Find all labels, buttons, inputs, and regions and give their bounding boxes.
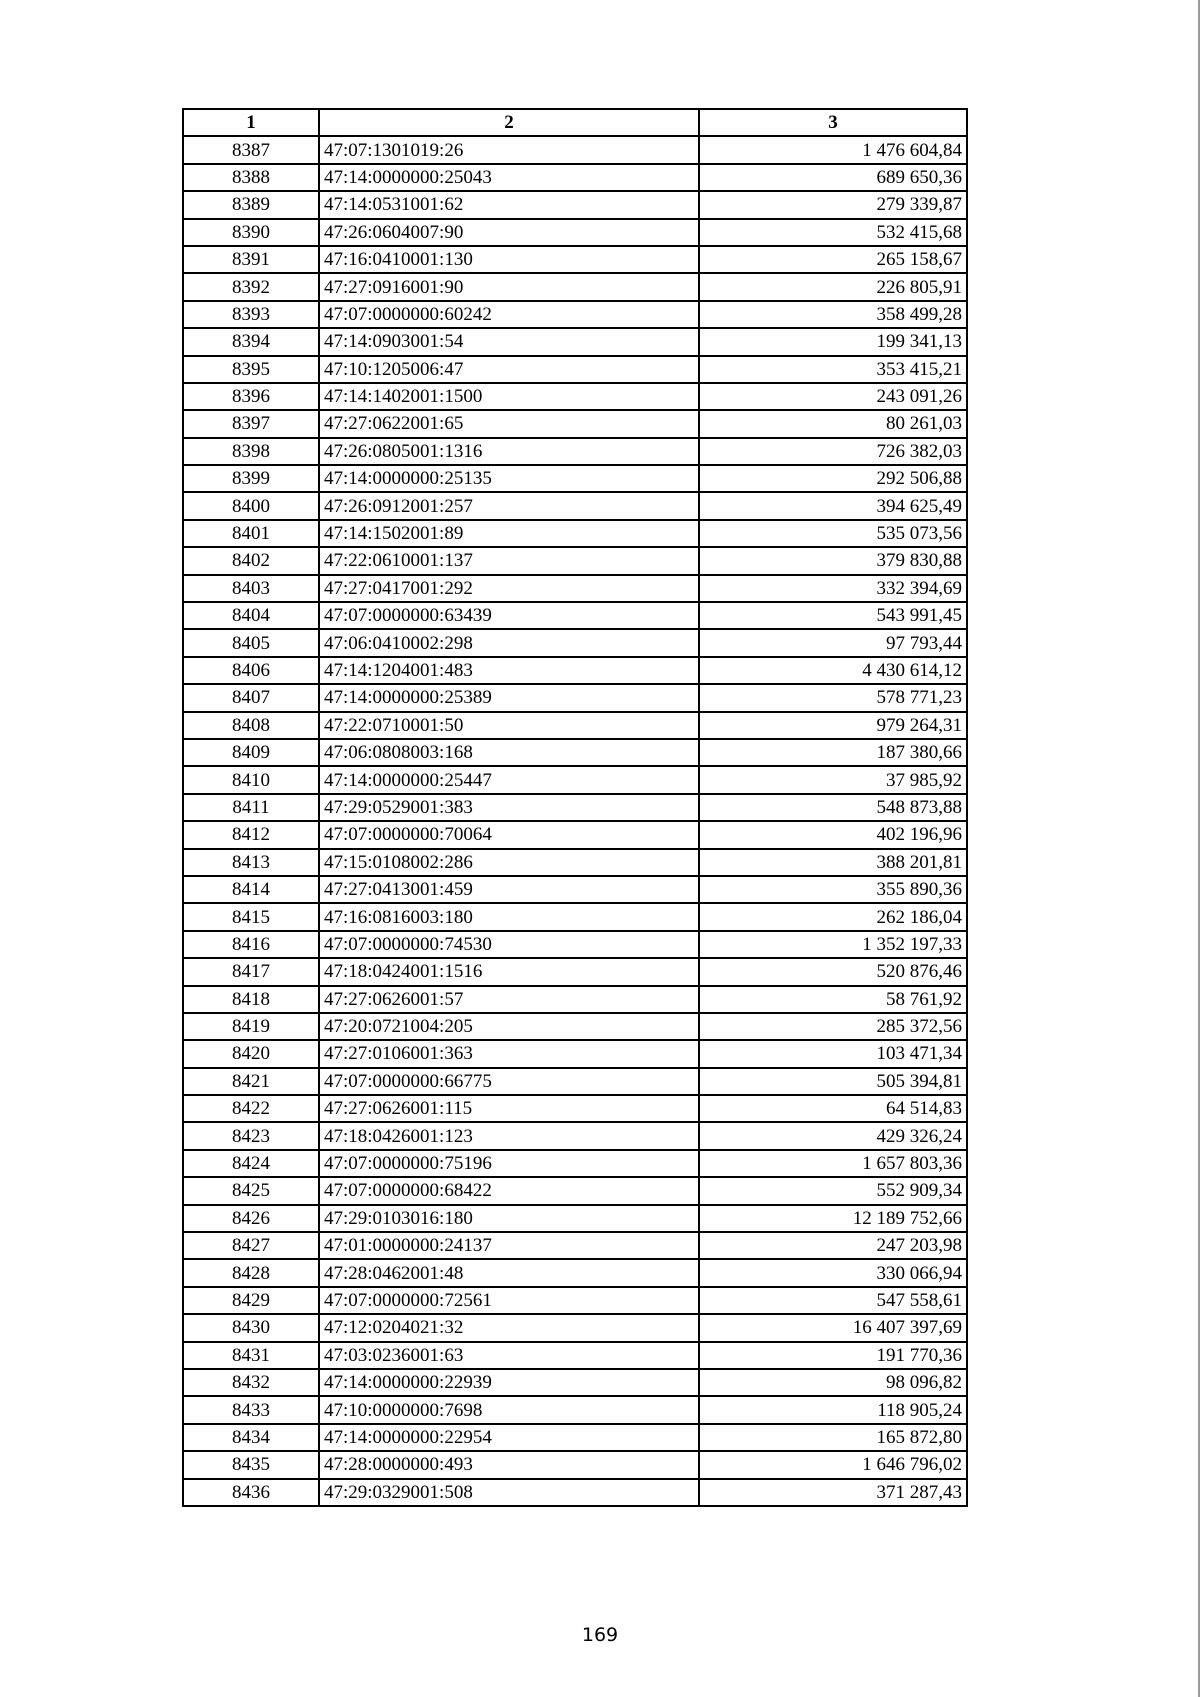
- row-number-cell: 8407: [183, 684, 319, 711]
- table-row: [183, 1095, 967, 1122]
- cadastral-value-cell: 103 471,34: [699, 1040, 967, 1067]
- table-row: [183, 328, 967, 355]
- row-number-cell: 8401: [183, 520, 319, 547]
- table-row: [183, 1177, 967, 1204]
- cadastral-value-cell: 726 382,03: [699, 438, 967, 465]
- cadastral-value-cell: 402 196,96: [699, 821, 967, 848]
- row-number-cell: 8418: [183, 986, 319, 1013]
- table-row: [183, 410, 967, 437]
- row-number-cell: 8411: [183, 794, 319, 821]
- cadastral-value-cell: 4 430 614,12: [699, 657, 967, 684]
- cadastral-number-cell: 47:06:0410002:298: [319, 629, 699, 656]
- cadastral-value-cell: 187 380,66: [699, 739, 967, 766]
- table-row: [183, 931, 967, 958]
- table-row: [183, 602, 967, 629]
- cadastral-number-cell: 47:26:0805001:1316: [319, 438, 699, 465]
- row-number-cell: 8436: [183, 1479, 319, 1506]
- cadastral-number-cell: 47:06:0808003:168: [319, 739, 699, 766]
- cadastral-number-cell: 47:27:0413001:459: [319, 876, 699, 903]
- cadastral-value-cell: 505 394,81: [699, 1068, 967, 1095]
- table-row: [183, 164, 967, 191]
- table-row: [183, 958, 967, 985]
- cadastral-number-cell: 47:10:1205006:47: [319, 356, 699, 383]
- cadastral-value-cell: 165 872,80: [699, 1424, 967, 1451]
- table-row: [183, 438, 967, 465]
- cadastral-number-cell: 47:28:0462001:48: [319, 1259, 699, 1286]
- cadastral-value-cell: 394 625,49: [699, 492, 967, 519]
- table-row: [183, 465, 967, 492]
- row-number-cell: 8397: [183, 410, 319, 437]
- row-number-cell: 8428: [183, 1259, 319, 1286]
- table-row: [183, 1205, 967, 1232]
- table-row: [183, 657, 967, 684]
- cadastral-value-cell: 285 372,56: [699, 1013, 967, 1040]
- table-row: [183, 191, 967, 218]
- row-number-cell: 8433: [183, 1396, 319, 1423]
- cadastral-value-cell: 330 066,94: [699, 1259, 967, 1286]
- cadastral-number-cell: 47:03:0236001:63: [319, 1342, 699, 1369]
- cadastral-number-cell: 47:26:0604007:90: [319, 219, 699, 246]
- cadastral-number-cell: 47:14:0000000:25389: [319, 684, 699, 711]
- table-row: [183, 273, 967, 300]
- cadastral-number-cell: 47:01:0000000:24137: [319, 1232, 699, 1259]
- cadastral-number-cell: 47:14:1502001:89: [319, 520, 699, 547]
- cadastral-value-cell: 552 909,34: [699, 1177, 967, 1204]
- cadastral-value-cell: 543 991,45: [699, 602, 967, 629]
- cadastral-value-cell: 191 770,36: [699, 1342, 967, 1369]
- cadastral-number-cell: 47:29:0103016:180: [319, 1205, 699, 1232]
- cadastral-number-cell: 47:07:0000000:68422: [319, 1177, 699, 1204]
- table-row: [183, 136, 967, 163]
- table-row: [183, 1369, 967, 1396]
- cadastral-value-cell: 247 203,98: [699, 1232, 967, 1259]
- row-number-cell: 8427: [183, 1232, 319, 1259]
- cadastral-value-cell: 379 830,88: [699, 547, 967, 574]
- cadastral-number-cell: 47:27:0626001:115: [319, 1095, 699, 1122]
- cadastral-value-cell: 262 186,04: [699, 903, 967, 930]
- table-row: [183, 1150, 967, 1177]
- row-number-cell: 8388: [183, 164, 319, 191]
- row-number-cell: 8426: [183, 1205, 319, 1232]
- cadastral-value-cell: 535 073,56: [699, 520, 967, 547]
- row-number-cell: 8405: [183, 629, 319, 656]
- column-header-1: 1: [183, 109, 319, 136]
- cadastral-number-cell: 47:27:0916001:90: [319, 273, 699, 300]
- row-number-cell: 8402: [183, 547, 319, 574]
- table-row: [183, 575, 967, 602]
- cadastral-value-cell: 64 514,83: [699, 1095, 967, 1122]
- table-row: [183, 1259, 967, 1286]
- table-row: [183, 629, 967, 656]
- cadastral-value-cell: 388 201,81: [699, 849, 967, 876]
- cadastral-number-cell: 47:07:0000000:72561: [319, 1287, 699, 1314]
- row-number-cell: 8421: [183, 1068, 319, 1095]
- row-number-cell: 8419: [183, 1013, 319, 1040]
- row-number-cell: 8415: [183, 903, 319, 930]
- row-number-cell: 8420: [183, 1040, 319, 1067]
- row-number-cell: 8432: [183, 1369, 319, 1396]
- table-row: [183, 766, 967, 793]
- row-number-cell: 8408: [183, 712, 319, 739]
- cadastral-value-cell: 199 341,13: [699, 328, 967, 355]
- table-row: [183, 246, 967, 273]
- row-number-cell: 8414: [183, 876, 319, 903]
- table-row: [183, 520, 967, 547]
- cadastral-value-cell: 1 352 197,33: [699, 931, 967, 958]
- row-number-cell: 8435: [183, 1451, 319, 1478]
- cadastral-value-cell: 979 264,31: [699, 712, 967, 739]
- column-header-3: 3: [699, 109, 967, 136]
- cadastral-number-cell: 47:27:0417001:292: [319, 575, 699, 602]
- table-row: [183, 356, 967, 383]
- cadastral-number-cell: 47:14:0000000:22939: [319, 1369, 699, 1396]
- cadastral-number-cell: 47:28:0000000:493: [319, 1451, 699, 1478]
- cadastral-value-cell: 547 558,61: [699, 1287, 967, 1314]
- row-number-cell: 8391: [183, 246, 319, 273]
- page-number: 169: [581, 1624, 619, 1646]
- table-row: [183, 821, 967, 848]
- cadastral-value-cell: 371 287,43: [699, 1479, 967, 1506]
- table-row: [183, 547, 967, 574]
- row-number-cell: 8392: [183, 273, 319, 300]
- cadastral-number-cell: 47:27:0106001:363: [319, 1040, 699, 1067]
- cadastral-number-cell: 47:18:0424001:1516: [319, 958, 699, 985]
- row-number-cell: 8416: [183, 931, 319, 958]
- row-number-cell: 8406: [183, 657, 319, 684]
- row-number-cell: 8430: [183, 1314, 319, 1341]
- cadastral-number-cell: 47:14:0000000:25043: [319, 164, 699, 191]
- row-number-cell: 8394: [183, 328, 319, 355]
- row-number-cell: 8403: [183, 575, 319, 602]
- cadastral-value-cell: 12 189 752,66: [699, 1205, 967, 1232]
- cadastral-value-cell: 355 890,36: [699, 876, 967, 903]
- cadastral-value-cell: 532 415,68: [699, 219, 967, 246]
- table-row: [183, 1314, 967, 1341]
- cadastral-number-cell: 47:27:0622001:65: [319, 410, 699, 437]
- cadastral-value-cell: 58 761,92: [699, 986, 967, 1013]
- table-row: [183, 383, 967, 410]
- cadastral-number-cell: 47:14:0000000:25135: [319, 465, 699, 492]
- cadastral-number-cell: 47:07:1301019:26: [319, 136, 699, 163]
- row-number-cell: 8396: [183, 383, 319, 410]
- cadastral-number-cell: 47:14:0000000:25447: [319, 766, 699, 793]
- table-row: [183, 1396, 967, 1423]
- cadastral-number-cell: 47:14:1204001:483: [319, 657, 699, 684]
- cadastral-number-cell: 47:16:0410001:130: [319, 246, 699, 273]
- table-row: [183, 492, 967, 519]
- cadastral-number-cell: 47:22:0710001:50: [319, 712, 699, 739]
- cadastral-number-cell: 47:26:0912001:257: [319, 492, 699, 519]
- cadastral-number-cell: 47:18:0426001:123: [319, 1122, 699, 1149]
- cadastral-value-cell: 429 326,24: [699, 1122, 967, 1149]
- cadastral-value-cell: 332 394,69: [699, 575, 967, 602]
- table-row: [183, 986, 967, 1013]
- cadastral-value-cell: 520 876,46: [699, 958, 967, 985]
- table-row: [183, 1451, 967, 1478]
- table-row: [183, 684, 967, 711]
- table-row: [183, 1479, 967, 1506]
- cadastral-value-cell: 1 646 796,02: [699, 1451, 967, 1478]
- cadastral-value-cell: 1 657 803,36: [699, 1150, 967, 1177]
- row-number-cell: 8398: [183, 438, 319, 465]
- cadastral-value-cell: 37 985,92: [699, 766, 967, 793]
- cadastral-number-cell: 47:14:0903001:54: [319, 328, 699, 355]
- table-row: [183, 1013, 967, 1040]
- row-number-cell: 8395: [183, 356, 319, 383]
- cadastral-number-cell: 47:07:0000000:66775: [319, 1068, 699, 1095]
- table-row: [183, 903, 967, 930]
- row-number-cell: 8410: [183, 766, 319, 793]
- table-row: [183, 876, 967, 903]
- cadastral-number-cell: 47:14:0000000:22954: [319, 1424, 699, 1451]
- cadastral-number-cell: 47:27:0626001:57: [319, 986, 699, 1013]
- cadastral-number-cell: 47:07:0000000:74530: [319, 931, 699, 958]
- table-row: [183, 1040, 967, 1067]
- cadastral-number-cell: 47:14:0531001:62: [319, 191, 699, 218]
- table-row: [183, 1424, 967, 1451]
- cadastral-value-cell: 226 805,91: [699, 273, 967, 300]
- cadastral-value-cell: 118 905,24: [699, 1396, 967, 1423]
- cadastral-value-cell: 243 091,26: [699, 383, 967, 410]
- cadastral-number-cell: 47:07:0000000:70064: [319, 821, 699, 848]
- row-number-cell: 8404: [183, 602, 319, 629]
- row-number-cell: 8390: [183, 219, 319, 246]
- row-number-cell: 8400: [183, 492, 319, 519]
- row-number-cell: 8434: [183, 1424, 319, 1451]
- table-header-row: [183, 109, 967, 136]
- cadastral-number-cell: 47:22:0610001:137: [319, 547, 699, 574]
- table-row: [183, 739, 967, 766]
- table-row: [183, 1287, 967, 1314]
- table-row: [183, 849, 967, 876]
- table-row: [183, 712, 967, 739]
- table-row: [183, 1232, 967, 1259]
- cadastral-value-cell: 1 476 604,84: [699, 136, 967, 163]
- cadastral-value-table: [182, 108, 968, 1507]
- cadastral-value-cell: 292 506,88: [699, 465, 967, 492]
- table-body: [183, 136, 967, 1506]
- row-number-cell: 8425: [183, 1177, 319, 1204]
- cadastral-number-cell: 47:07:0000000:75196: [319, 1150, 699, 1177]
- table-row: [183, 1342, 967, 1369]
- cadastral-value-cell: 689 650,36: [699, 164, 967, 191]
- cadastral-number-cell: 47:16:0816003:180: [319, 903, 699, 930]
- cadastral-value-cell: 97 793,44: [699, 629, 967, 656]
- cadastral-number-cell: 47:14:1402001:1500: [319, 383, 699, 410]
- cadastral-number-cell: 47:29:0529001:383: [319, 794, 699, 821]
- row-number-cell: 8431: [183, 1342, 319, 1369]
- cadastral-value-cell: 279 339,87: [699, 191, 967, 218]
- row-number-cell: 8389: [183, 191, 319, 218]
- cadastral-value-cell: 80 261,03: [699, 410, 967, 437]
- cadastral-value-cell: 358 499,28: [699, 301, 967, 328]
- cadastral-number-cell: 47:29:0329001:508: [319, 1479, 699, 1506]
- column-header-2: 2: [319, 109, 699, 136]
- row-number-cell: 8413: [183, 849, 319, 876]
- table-row: [183, 219, 967, 246]
- cadastral-number-cell: 47:20:0721004:205: [319, 1013, 699, 1040]
- row-number-cell: 8387: [183, 136, 319, 163]
- table-row: [183, 301, 967, 328]
- row-number-cell: 8412: [183, 821, 319, 848]
- cadastral-value-cell: 265 158,67: [699, 246, 967, 273]
- row-number-cell: 8399: [183, 465, 319, 492]
- row-number-cell: 8423: [183, 1122, 319, 1149]
- cadastral-number-cell: 47:10:0000000:7698: [319, 1396, 699, 1423]
- row-number-cell: 8409: [183, 739, 319, 766]
- cadastral-number-cell: 47:12:0204021:32: [319, 1314, 699, 1341]
- cadastral-value-cell: 548 873,88: [699, 794, 967, 821]
- row-number-cell: 8422: [183, 1095, 319, 1122]
- cadastral-number-cell: 47:15:0108002:286: [319, 849, 699, 876]
- row-number-cell: 8424: [183, 1150, 319, 1177]
- cadastral-value-cell: 98 096,82: [699, 1369, 967, 1396]
- table-row: [183, 1122, 967, 1149]
- cadastral-value-cell: 353 415,21: [699, 356, 967, 383]
- row-number-cell: 8417: [183, 958, 319, 985]
- table-row: [183, 794, 967, 821]
- row-number-cell: 8429: [183, 1287, 319, 1314]
- cadastral-number-cell: 47:07:0000000:63439: [319, 602, 699, 629]
- cadastral-value-cell: 578 771,23: [699, 684, 967, 711]
- cadastral-value-cell: 16 407 397,69: [699, 1314, 967, 1341]
- cadastral-number-cell: 47:07:0000000:60242: [319, 301, 699, 328]
- table-row: [183, 1068, 967, 1095]
- row-number-cell: 8393: [183, 301, 319, 328]
